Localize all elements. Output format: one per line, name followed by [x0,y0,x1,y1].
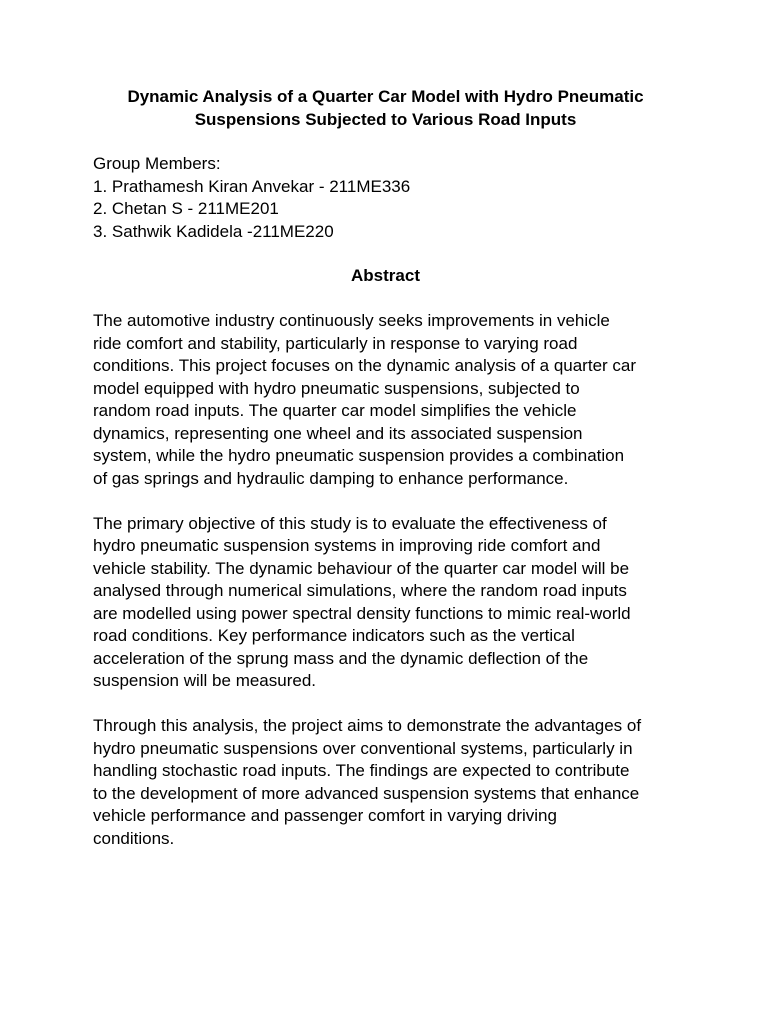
abstract-paragraph [93,513,678,693]
member-item: 1. Prathamesh Kiran Anvekar - 211ME336 [93,176,411,196]
paragraph-line: conditions. [93,828,175,848]
paragraph-line: model equipped with hydro pneumatic suspensions, subjected to [93,378,580,398]
abstract-paragraph [93,715,678,850]
abstract-heading: Abstract [351,266,420,285]
paragraph-line: Through this analysis, the project aims to demonstrate the advantages of [93,716,642,735]
paragraph-line: road conditions. Key performance indicators such as the vertical [93,626,575,645]
paragraph-line: vehicle stability. The dynamic behaviour of the quarter car model will be [93,558,630,578]
title-line: Suspensions Subjected to Various Road Inputs [194,109,577,129]
group-members-heading: Group Members: [93,154,221,173]
paragraph-line: The primary objective of this study is to evaluate the effectiveness of [93,513,607,533]
paragraph-line: The automotive industry continuously seeks improvements in vehicle [93,311,610,330]
document-title [93,86,678,131]
paragraph-line: vehicle performance and passenger comfort in varying driving [93,806,557,825]
abstract-paragraph [93,310,678,490]
member-item: 2. Chetan S - 211ME201 [93,199,279,218]
paragraph-line: conditions. This project focuses on the dynamic analysis of a quarter car [93,356,637,375]
paragraph-line: handling stochastic road inputs. The findings are expected to contribute [93,761,630,780]
document-page [93,86,678,850]
paragraph-line: hydro pneumatic suspension systems in improving ride comfort and [93,536,601,555]
paragraph-line: analysed through numerical simulations, where the random road inputs [93,581,627,600]
paragraph-line: dynamics, representing one wheel and its associated suspension [93,423,583,443]
member-item: 3. Sathwik Kadidela -211ME220 [93,221,334,241]
title-line: Dynamic Analysis of a Quarter Car Model with Hydro Pneumatic [127,87,644,106]
paragraph-line: suspension will be measured. [93,671,317,690]
paragraph-line: hydro pneumatic suspensions over conventional systems, particularly in [93,738,633,758]
group-members [93,153,678,243]
paragraph-line: ride comfort and stability, particularly in response to varying road [93,333,578,353]
paragraph-line: to the development of more advanced suspension systems that enhance [93,783,640,803]
paragraph-line: are modelled using power spectral density functions to mimic real-world [93,603,631,623]
paragraph-line: random road inputs. The quarter car model simplifies the vehicle [93,401,577,420]
paragraph-line: of gas springs and hydraulic damping to enhance performance. [93,468,569,488]
paragraph-line: acceleration of the sprung mass and the dynamic deflection of the [93,648,589,668]
paragraph-line: system, while the hydro pneumatic suspension provides a combination [93,446,625,465]
